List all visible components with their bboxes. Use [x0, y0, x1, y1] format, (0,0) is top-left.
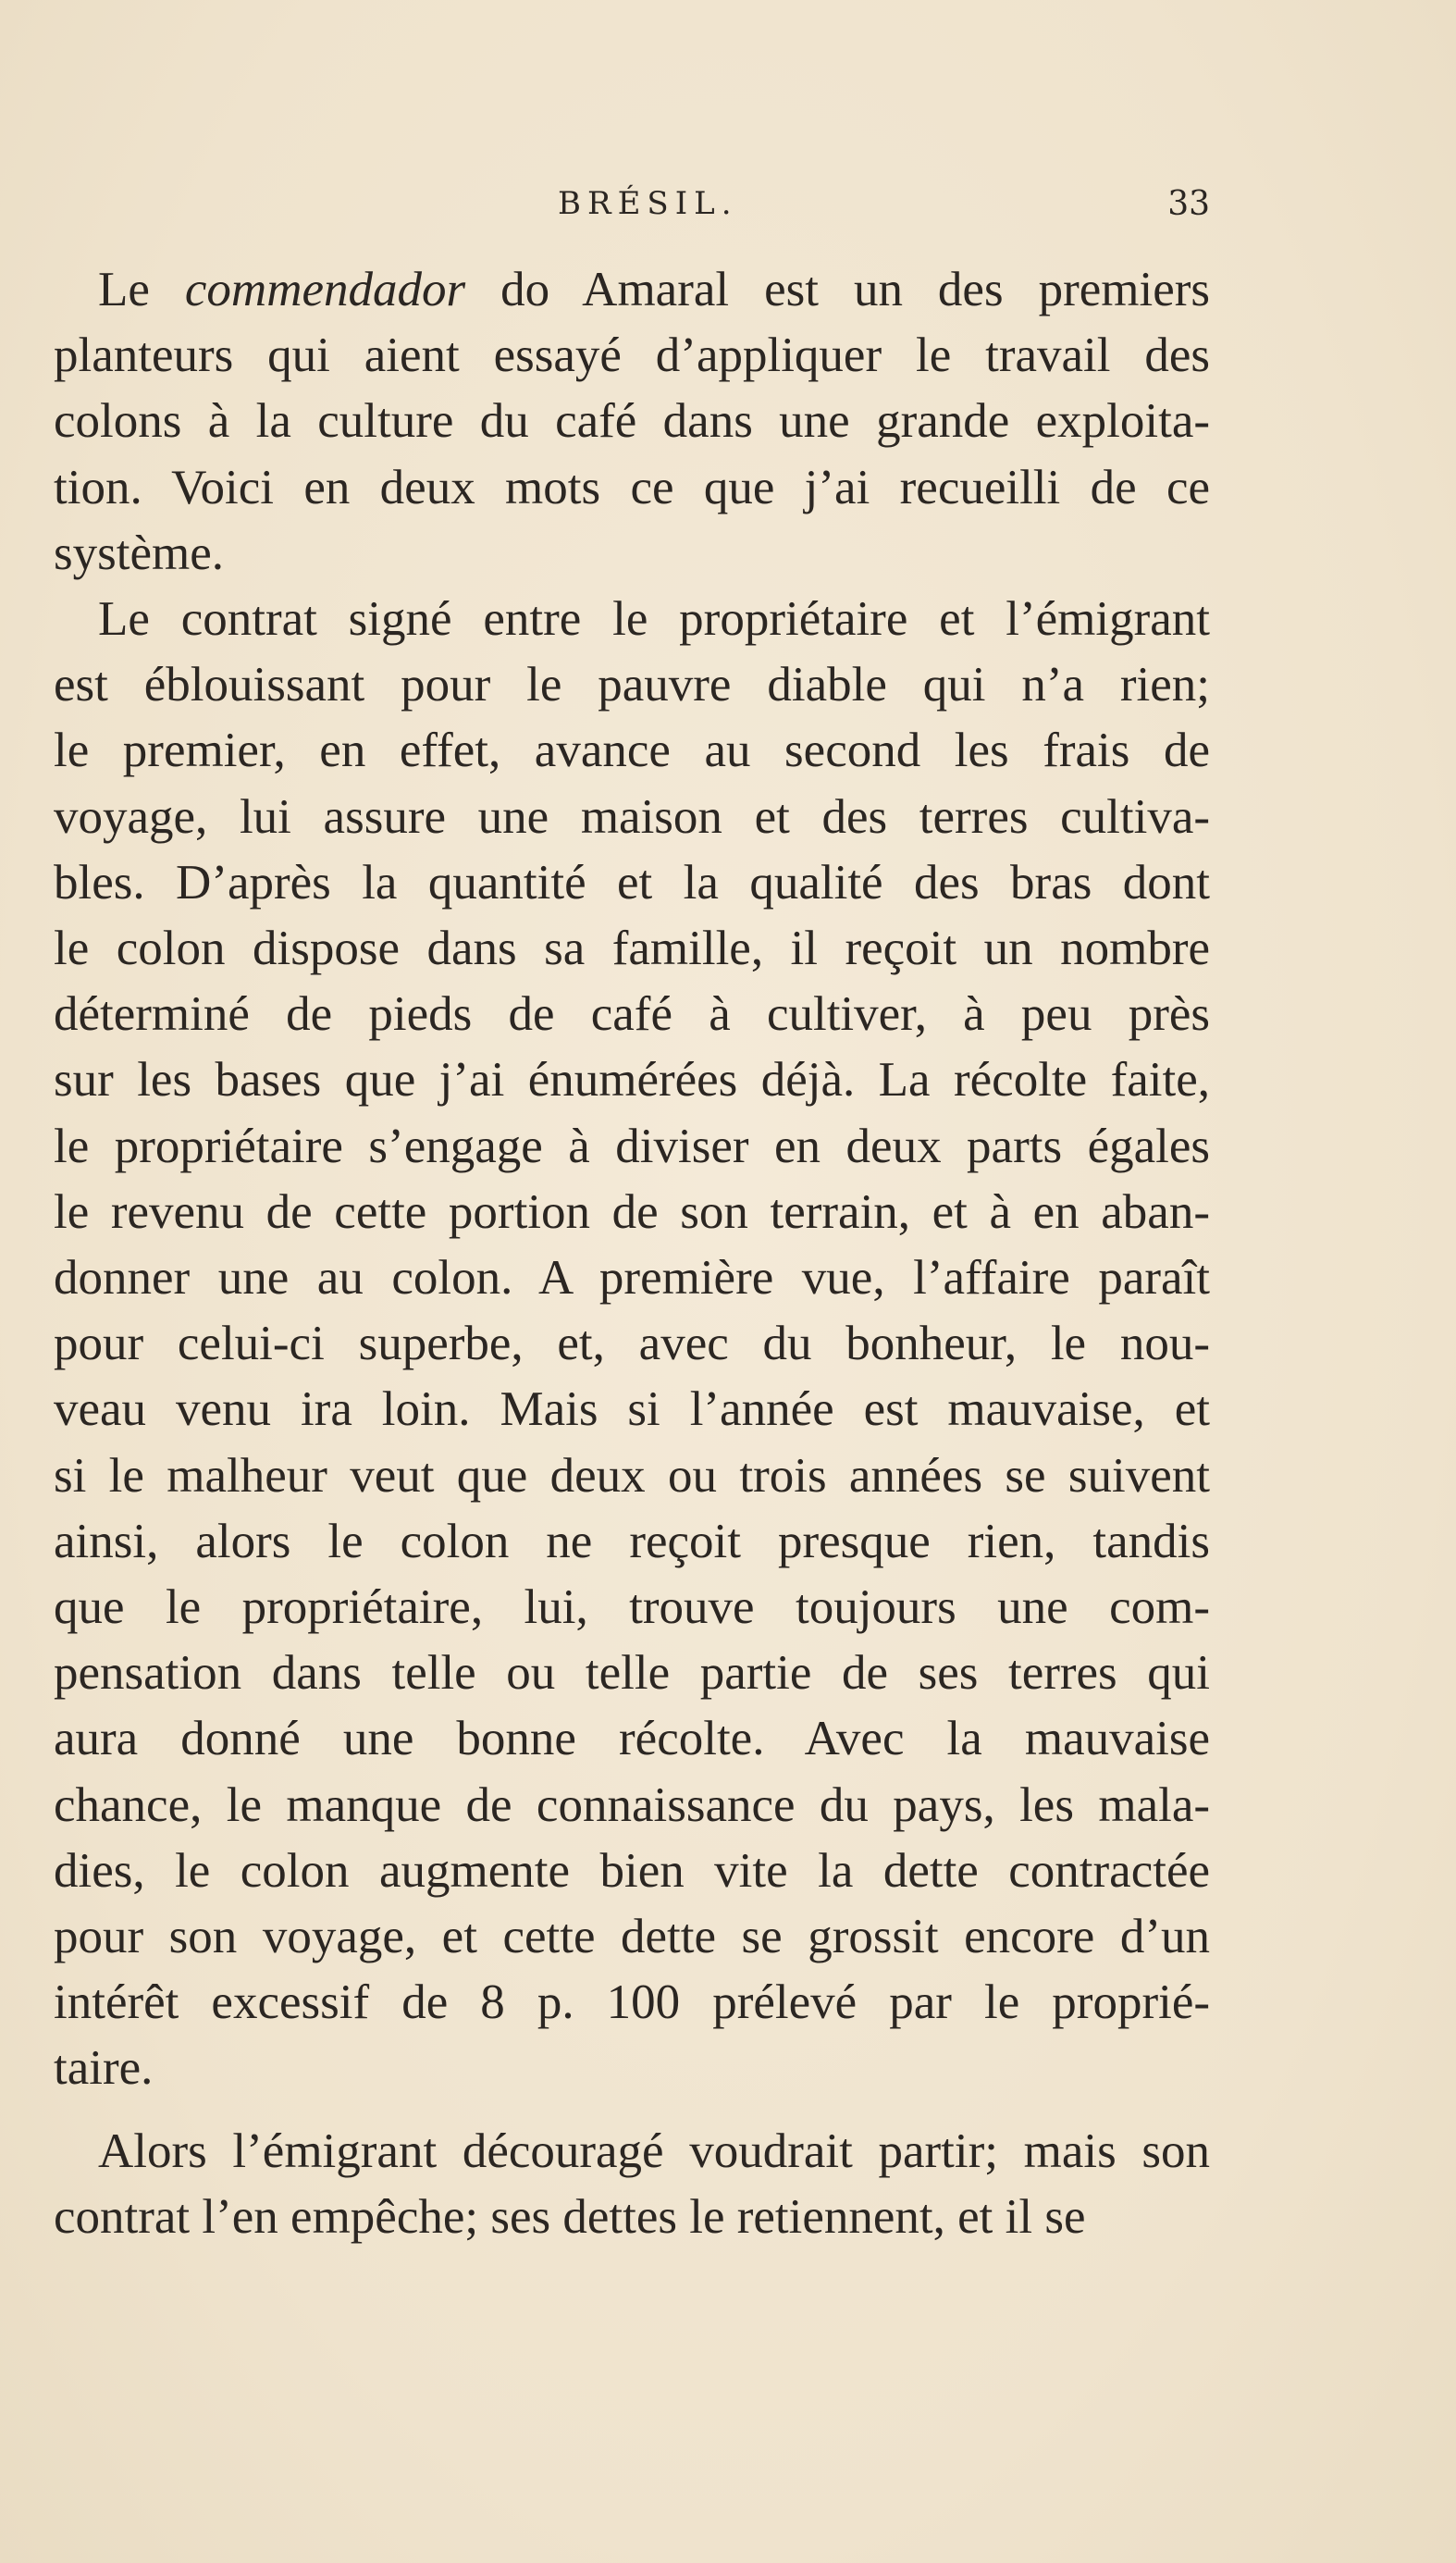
text-line: pour son voyage, et cette dette se grossit encore d’un [54, 1910, 1210, 1964]
text-line: dies, le colon augmente bien vite la dette contractée [54, 1843, 1210, 1898]
text-line: intérêt excessif de 8 p. 100 prélevé par le proprié- [54, 1975, 1210, 2030]
text-line: système. [54, 526, 224, 580]
text-line: si le malheur veut que deux ou trois années se suivent [54, 1448, 1210, 1503]
text-line: déterminé de pieds de café à cultiver, à peu près [54, 987, 1210, 1042]
body-text [54, 257, 1210, 2250]
text-line: voyage, lui assure une maison et des terres cultiva- [54, 789, 1210, 844]
page-number: 33 [1167, 185, 1210, 223]
running-head: BRÉSIL. [558, 185, 738, 222]
text-line: le colon dispose dans sa famille, il reçoit un nombre [54, 922, 1210, 976]
text-line: taire. [54, 2041, 154, 2096]
text-line: est éblouissant pour le pauvre diable qui n’a rien; [54, 658, 1210, 712]
text-line: donner une au colon. A première vue, l’affaire paraît [54, 1251, 1210, 1306]
text-line: colons à la culture du café dans une grande exploita- [54, 394, 1210, 449]
text-line: bles. D’après la quantité et la qualité des bras dont [54, 855, 1210, 910]
text-line: aura donné une bonne récolte. Avec la mauvaise [54, 1712, 1210, 1766]
text-line: pour celui-ci superbe, et, avec du bonheur, le nou- [54, 1317, 1210, 1371]
text-line: Le contrat signé entre le propriétaire et l’émigrant [98, 592, 1210, 647]
text-line: Le commendador do Amaral est un des premiers [98, 263, 1210, 316]
italic-term: commendador [184, 263, 466, 316]
text-line: ainsi, alors le colon ne reçoit presque rien, tandis [54, 1514, 1210, 1568]
paragraph [54, 587, 1210, 2102]
text-line: que le propriétaire, lui, trouve toujours une com- [54, 1580, 1210, 1635]
page-header [54, 185, 1210, 231]
text-line: le propriétaire s’engage à diviser en deux parts égales [54, 1119, 1210, 1173]
text-line: Alors l’émigrant découragé voudrait partir; mais son [98, 2123, 1210, 2178]
text-line: le revenu de cette portion de son terrain, et à en aban- [54, 1184, 1210, 1239]
text-line: pensation dans telle ou telle partie de ses terres qui [54, 1646, 1210, 1701]
text-line: chance, le manque de connaissance du pays, les mala- [54, 1777, 1210, 1832]
paragraph [54, 2119, 1210, 2250]
text-line: le premier, en effet, avance au second les frais de [54, 724, 1210, 778]
text-line: veau venu ira loin. Mais si l’année est mauvaise, et [54, 1382, 1210, 1437]
text-line: sur les bases que j’ai énumérées déjà. La récolte faite, [54, 1053, 1210, 1108]
text-line: tion. Voici en deux mots ce que j’ai recueilli de ce [54, 460, 1210, 514]
text-line: contrat l’en empêche; ses dettes le retiennent, et il se [54, 2189, 1086, 2244]
text-line: planteurs qui aient essayé d’appliquer le travail des [54, 328, 1210, 383]
paragraph [54, 257, 1210, 587]
